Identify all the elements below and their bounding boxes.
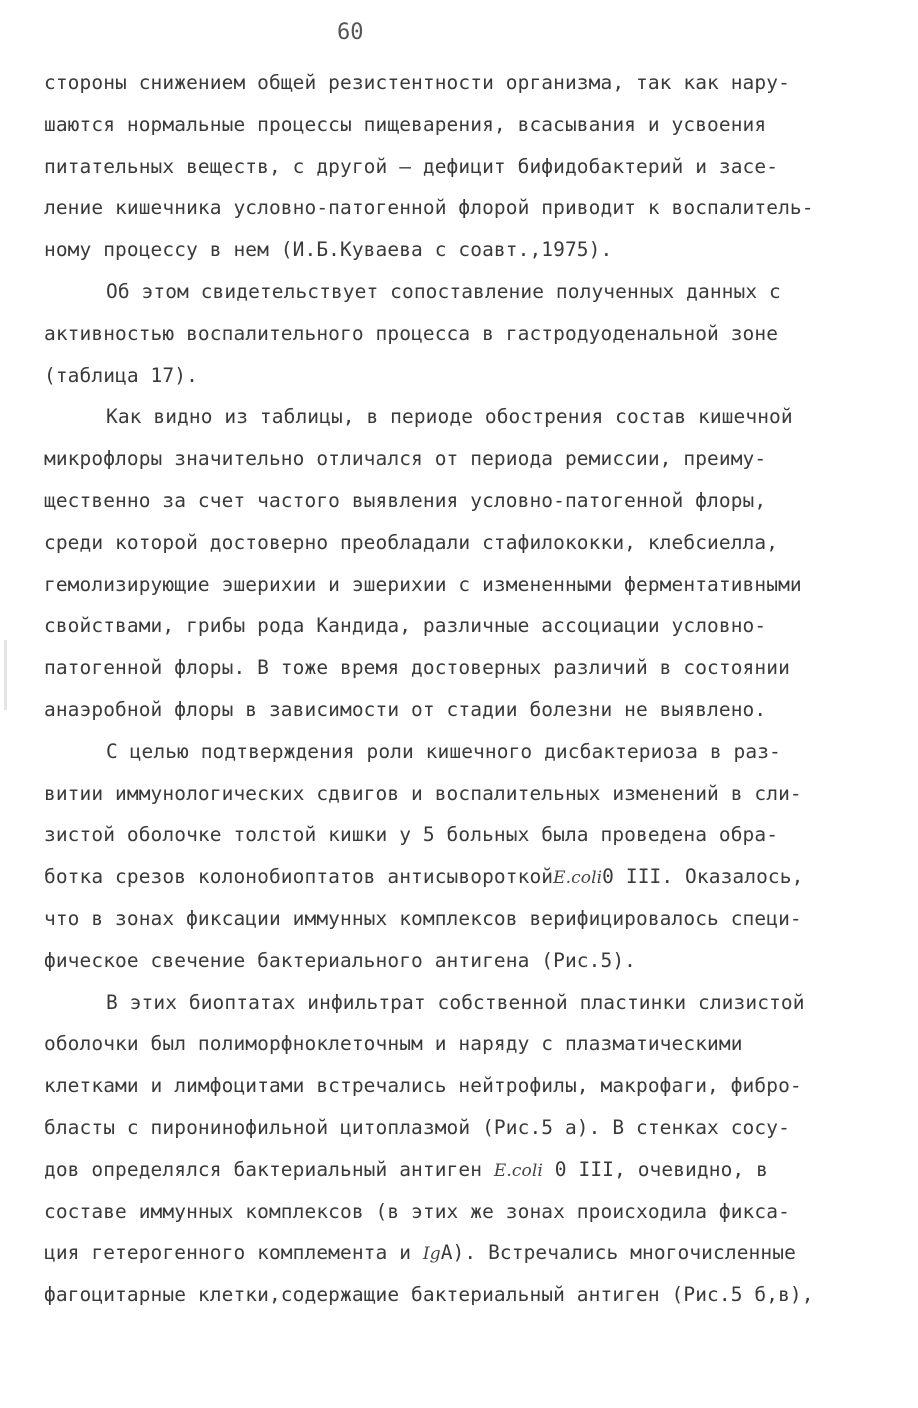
text-line: гемолизирующие эшерихии и эшерихии с измененными ферментативными xyxy=(44,572,802,596)
text-line: анаэробной флоры в зависимости от стадии болезни не выявлено. xyxy=(44,697,767,721)
text-line: свойствами, грибы рода Кандида, различные ассоциации условно- xyxy=(44,614,767,638)
body-text xyxy=(44,62,874,1316)
text-line: составе иммунных комплексов (в этих же зонах происходила фикса- xyxy=(44,1199,790,1223)
text-line: Как видно из таблицы, в периоде обострения состав кишечной xyxy=(106,405,793,429)
text-segment: 0 III. Оказалось, xyxy=(602,865,804,889)
text-line: среди которой достоверно преобладали стафилококки, клебсиелла, xyxy=(44,530,779,554)
paragraph xyxy=(44,396,874,730)
paragraph xyxy=(44,731,874,982)
text-line: С целью подтверждения роли кишечного дисбактериоза в раз- xyxy=(106,739,781,763)
text-line: фическое свечение бактериального антигена (Рис.5). xyxy=(44,948,636,972)
text-line xyxy=(44,856,874,898)
text-line: клетками и лимфоцитами встречались нейтрофилы, макрофаги, фибро- xyxy=(44,1074,802,1098)
text-segment: A). Встречались многочисленные xyxy=(440,1241,796,1265)
text-line: патогенной флоры. В тоже время достоверных различий в состоянии xyxy=(44,656,790,680)
text-line: стороны снижением общей резистентности организма, так как нару- xyxy=(44,71,790,94)
paragraph xyxy=(44,982,874,1316)
text-line: Об этом свидетельствует сопоставление полученных данных с xyxy=(106,279,781,303)
text-line: ление кишечника условно-патогенной флорой приводит к воспалитель- xyxy=(44,196,814,220)
text-line xyxy=(44,1232,874,1274)
text-line: фагоцитарные клетки,содержащие бактериальный антиген (Рис.5 б,в), xyxy=(44,1283,814,1307)
text-line: В этих биоптатах инфильтрат собственной пластинки слизистой xyxy=(106,990,805,1014)
text-line: оболочки был полиморфноклеточным и наряду с плазматическими xyxy=(44,1032,743,1056)
text-line: ному процессу в нем (И.Б.Куваева с соавт.,1975). xyxy=(44,238,613,262)
text-line: микрофлоры значительно отличался от периода ремиссии, преиму- xyxy=(44,447,767,471)
text-line: (таблица 17). xyxy=(44,363,198,387)
handwritten-insert: E.coli xyxy=(553,868,603,889)
text-segment: ботка срезов колонобиоптатов антисывороткой xyxy=(44,865,554,889)
text-line: витии иммунологических сдвигов и воспалительных изменений в сли- xyxy=(44,781,802,805)
handwritten-insert: Ig xyxy=(422,1244,441,1265)
text-segment: 0 III, очевидно, в xyxy=(542,1157,768,1181)
text-line xyxy=(44,1149,874,1191)
text-line: шаются нормальные процессы пищеварения, всасывания и усвоения xyxy=(44,112,767,136)
text-line: щественно за счет частого выявления условно-патогенной флоры, xyxy=(44,488,767,512)
text-segment: дов определялся бактериальный антиген xyxy=(44,1157,494,1181)
text-line: что в зонах фиксации иммунных комплексов верифицировалось специ- xyxy=(44,906,802,930)
text-line: питательных веществ, с другой – дефицит бифидобактерий и засе- xyxy=(44,154,779,178)
paragraph xyxy=(44,271,874,396)
text-segment: ция гетерогенного комплемента и xyxy=(44,1241,423,1265)
handwritten-insert: E.coli xyxy=(493,1160,543,1181)
margin-mark xyxy=(4,640,7,710)
text-line: зистой оболочке толстой кишки у 5 больных была проведена обра- xyxy=(44,823,779,847)
text-line: бласты с пиронинофильной цитоплазмой (Рис.5 а). В стенках сосу- xyxy=(44,1115,790,1139)
text-line: активностью воспалительного процесса в гастродуоденальной зоне xyxy=(44,321,779,345)
page-number: 60 xyxy=(337,20,364,45)
paragraph xyxy=(44,62,874,271)
